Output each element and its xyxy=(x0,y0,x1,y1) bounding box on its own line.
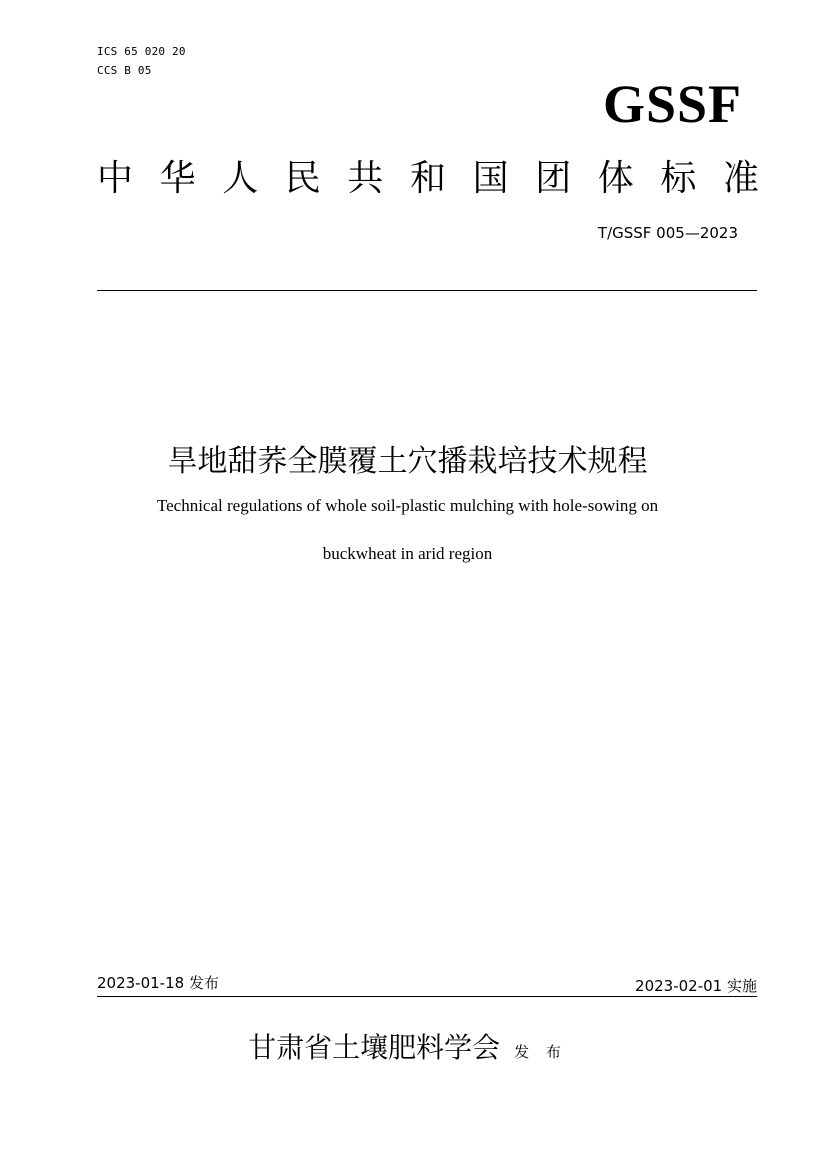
publisher-block xyxy=(0,1028,815,1072)
english-title-line-2: buckwheat in arid region xyxy=(322,544,493,563)
ccs-code: CCS B 05 xyxy=(97,64,152,77)
standard-type-heading: 中华人民共和国团体标准 xyxy=(97,158,759,199)
english-title-line-1: Technical regulations of whole soil-plastic mulching with hole-sowing on xyxy=(156,496,659,515)
chinese-title: 旱地甜荞全膜覆土穴播栽培技术规程 xyxy=(167,444,648,479)
top-divider xyxy=(97,290,757,291)
ics-code: ICS 65 020 20 xyxy=(97,45,186,58)
organization-logo: GSSF xyxy=(602,74,742,134)
implementation-date: 2023-02-01 实施 xyxy=(635,977,757,995)
english-title xyxy=(0,493,815,589)
standard-number: T/GSSF 005—2023 xyxy=(597,224,738,242)
publisher-name: 甘肃省土壤肥料学会 xyxy=(248,1031,501,1064)
issue-date: 2023-01-18 发布 xyxy=(97,974,219,992)
bottom-divider xyxy=(97,996,757,997)
classification-codes xyxy=(97,42,186,80)
publish-label: 发 布 xyxy=(514,1043,567,1061)
